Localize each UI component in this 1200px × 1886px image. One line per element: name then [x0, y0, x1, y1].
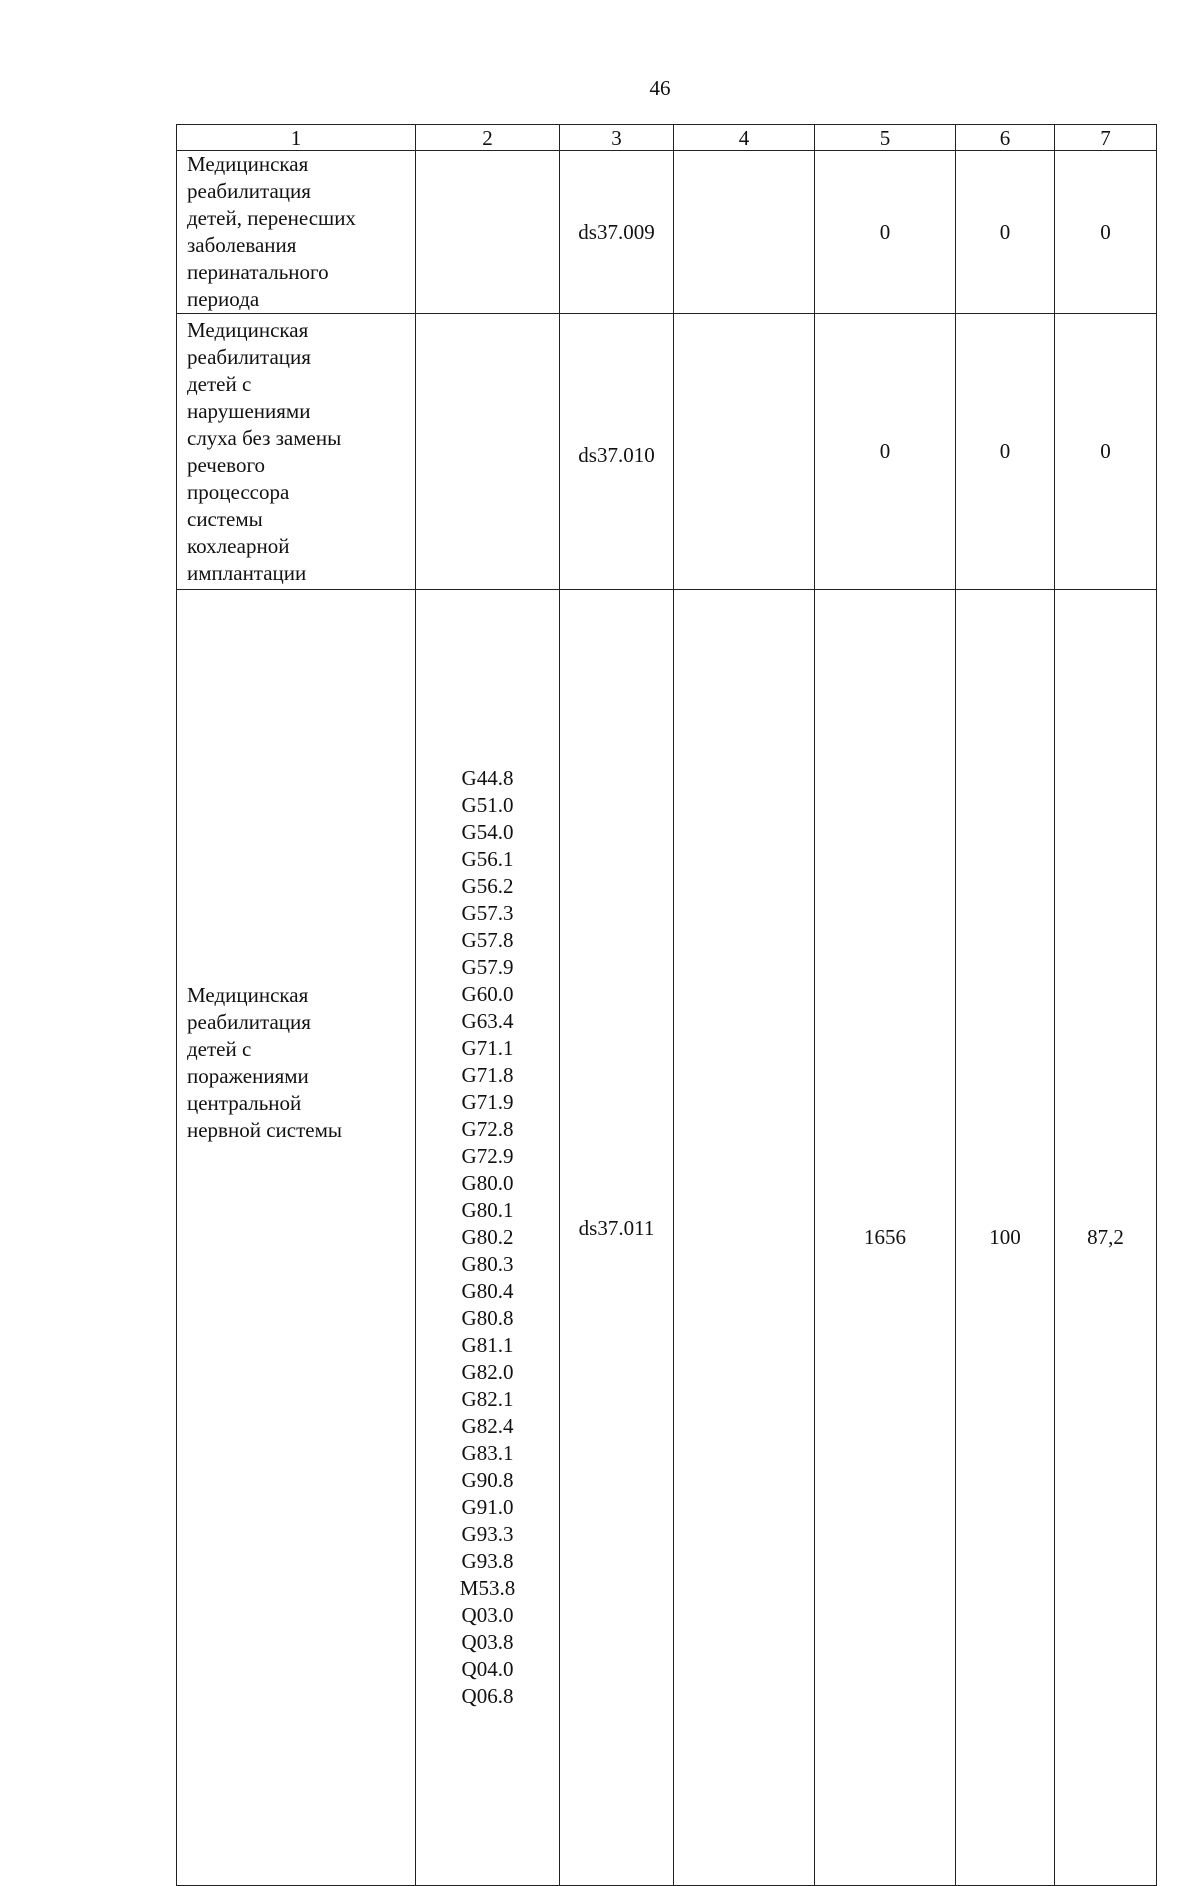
row-col7-cell: 87,2: [1055, 590, 1157, 1886]
row-col7-cell: 0: [1055, 151, 1157, 314]
row-col6-cell: 0: [956, 151, 1055, 314]
column-header-5: 5: [815, 125, 956, 151]
diagnosis-code: M53.8: [459, 1576, 516, 1600]
diagnosis-code: G63.4: [461, 1009, 514, 1033]
diagnosis-code: G80.4: [461, 1279, 514, 1303]
diagnosis-code: Q04.0: [461, 1657, 514, 1681]
diagnosis-code: G56.1: [461, 847, 514, 871]
row-col7-cell: 0: [1055, 314, 1157, 590]
diagnosis-code: G54.0: [461, 820, 514, 844]
diagnosis-code: G56.2: [461, 874, 514, 898]
diagnosis-code: G93.8: [461, 1549, 514, 1573]
diagnosis-code: G93.3: [461, 1522, 514, 1546]
diagnosis-code: G71.9: [461, 1090, 514, 1114]
diagnosis-code: G80.2: [461, 1225, 514, 1249]
row-col5-cell: 1656: [815, 590, 956, 1886]
column-header-6: 6: [956, 125, 1055, 151]
diagnosis-code: G82.4: [461, 1414, 514, 1438]
diagnosis-code: G80.8: [461, 1306, 514, 1330]
row-name-cell: Медицинская реабилитация детей, перенесших заболевания перинатального периода: [177, 151, 416, 314]
row-name-cell: Медицинская реабилитация детей с поражениями центральной нервной системы: [177, 590, 416, 1886]
column-header-7: 7: [1055, 125, 1157, 151]
table-header-row: [177, 125, 1157, 151]
row-col5-cell: 0: [815, 151, 956, 314]
diagnosis-code: G57.8: [461, 928, 514, 952]
diagnosis-code: Q03.0: [461, 1603, 514, 1627]
diagnosis-code: G80.0: [461, 1171, 514, 1195]
row-codes-cell: [416, 151, 560, 314]
table-row: [177, 314, 1157, 590]
column-header-2: 2: [416, 125, 560, 151]
diagnosis-code: G44.8: [461, 766, 514, 790]
diagnosis-code: G81.1: [461, 1333, 514, 1357]
row-col6-cell: 0: [956, 314, 1055, 590]
diagnosis-code: G90.8: [461, 1468, 514, 1492]
row-csr-code-cell: ds37.010: [560, 314, 674, 590]
row-col4-cell: [674, 151, 815, 314]
row-csr-code-cell: ds37.009: [560, 151, 674, 314]
row-col4-cell: [674, 314, 815, 590]
diagnosis-code: G51.0: [461, 793, 514, 817]
diagnosis-code: G72.9: [461, 1144, 514, 1168]
diagnosis-code: G83.1: [461, 1441, 514, 1465]
row-codes-cell: [416, 314, 560, 590]
table-row: [177, 151, 1157, 314]
row-codes-cell: [416, 590, 560, 1886]
diagnosis-code: G80.1: [461, 1198, 514, 1222]
diagnosis-code: G57.3: [461, 901, 514, 925]
diagnosis-code: G80.3: [461, 1252, 514, 1276]
column-header-4: 4: [674, 125, 815, 151]
row-name-cell: Медицинская реабилитация детей с нарушениями слуха без замены речевого процессора системы кохлеарной имплантации: [177, 314, 416, 590]
diagnosis-code: G71.1: [461, 1036, 514, 1060]
page-number: 46: [649, 76, 671, 100]
diagnosis-code: G82.0: [461, 1360, 514, 1384]
row-col4-cell: [674, 590, 815, 1886]
diagnosis-code: G71.8: [461, 1063, 514, 1087]
diagnosis-code: G57.9: [461, 955, 514, 979]
diagnosis-code: G60.0: [461, 982, 514, 1006]
column-header-1: 1: [177, 125, 416, 151]
data-table: [176, 124, 1157, 1886]
diagnosis-code: Q03.8: [461, 1630, 514, 1654]
diagnosis-code: G91.0: [461, 1495, 514, 1519]
column-header-3: 3: [560, 125, 674, 151]
table-row: [177, 590, 1157, 1886]
row-col6-cell: 100: [956, 590, 1055, 1886]
row-col5-cell: 0: [815, 314, 956, 590]
diagnosis-code: G82.1: [461, 1387, 514, 1411]
row-csr-code-cell: ds37.011: [560, 590, 674, 1886]
diagnosis-code: Q06.8: [461, 1684, 514, 1708]
diagnosis-code: G72.8: [461, 1117, 514, 1141]
